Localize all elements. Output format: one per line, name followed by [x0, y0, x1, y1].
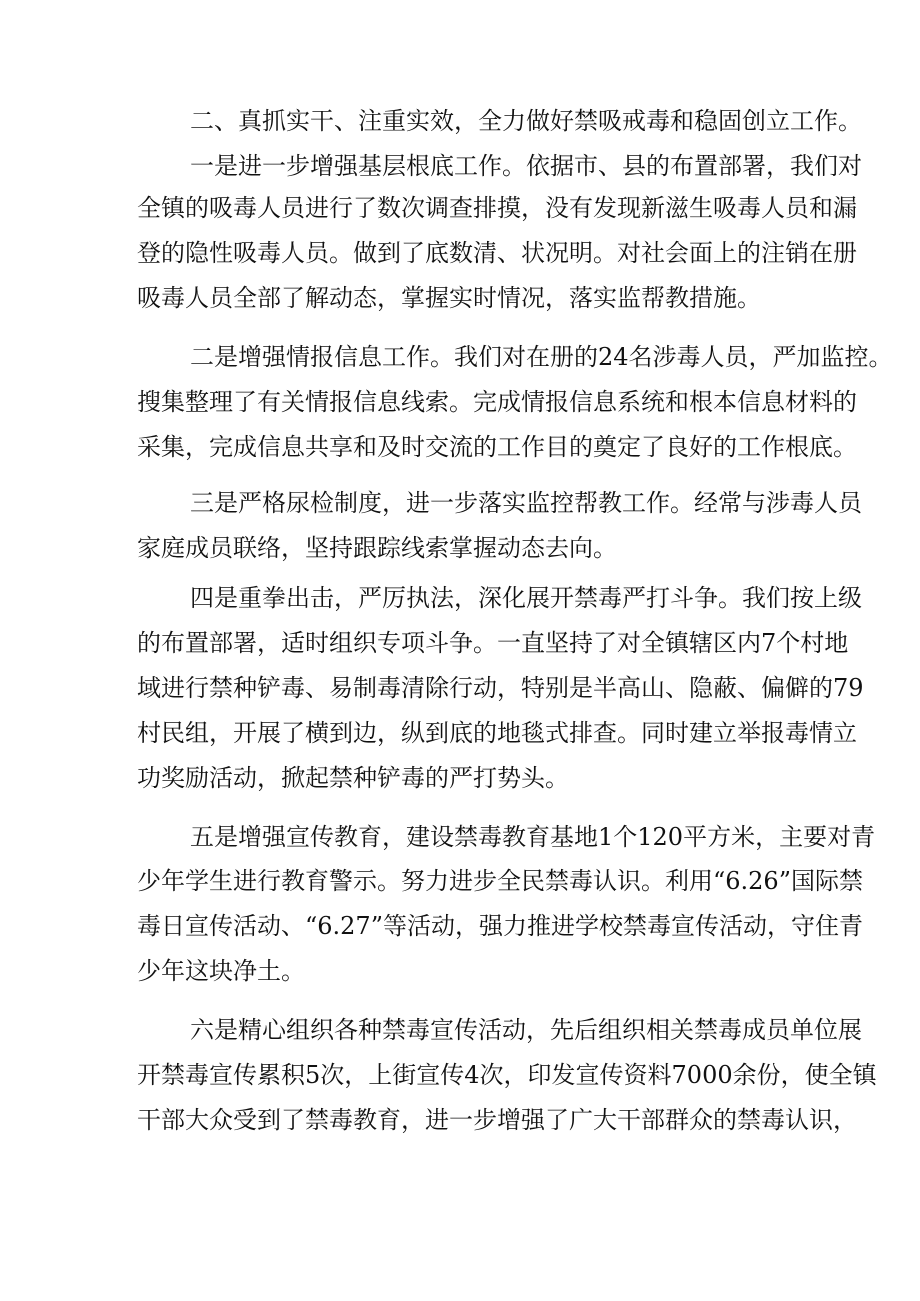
- paragraph-5-line-4: 少年这块净土。: [137, 957, 305, 985]
- paragraph-4-line-2: 的布置部署，适时组织专项斗争。一直坚持了对全镇辖区内7个村地: [137, 629, 849, 657]
- paragraph-1-line-1: 一是进一步增强基层根底工作。依据市、县的布置部署，我们对: [190, 152, 862, 180]
- paragraph-2-line-1: 二是增强情报信息工作。我们对在册的24名涉毒人员，严加监控。: [190, 343, 893, 371]
- section-heading: 二、真抓实干、注重实效，全力做好禁吸戒毒和稳固创立工作。: [190, 107, 862, 135]
- paragraph-4-line-5: 功奖励活动，掀起禁种铲毒的严打势头。: [137, 764, 569, 792]
- paragraph-4-line-4: 村民组，开展了横到边，纵到底的地毯式排查。同时建立举报毒情立: [137, 719, 857, 747]
- paragraph-4-line-3: 域进行禁种铲毒、易制毒清除行动，特别是半高山、隐蔽、偏僻的79: [137, 674, 864, 702]
- paragraph-6-line-3: 干部大众受到了禁毒教育，进一步增强了广大干部群众的禁毒认识，: [137, 1106, 857, 1134]
- paragraph-1-line-4: 吸毒人员全部了解动态，掌握实时情况，落实监帮教措施。: [137, 284, 761, 312]
- paragraph-3-line-2: 家庭成员联络，坚持跟踪线索掌握动态去向。: [137, 534, 617, 562]
- paragraph-2-line-2: 搜集整理了有关情报信息线索。完成情报信息系统和根本信息材料的: [137, 388, 857, 416]
- paragraph-1-line-2: 全镇的吸毒人员进行了数次调查排摸，没有发现新滋生吸毒人员和漏: [137, 194, 857, 222]
- paragraph-2-line-3: 采集，完成信息共享和及时交流的工作目的奠定了良好的工作根底。: [137, 433, 857, 461]
- paragraph-6-line-2: 开禁毒宣传累积5次，上街宣传4次，印发宣传资料7000余份，使全镇: [137, 1061, 877, 1089]
- paragraph-4-line-1: 四是重拳出击，严厉执法，深化展开禁毒严打斗争。我们按上级: [190, 584, 862, 612]
- paragraph-6-line-1: 六是精心组织各种禁毒宣传活动，先后组织相关禁毒成员单位展: [190, 1016, 862, 1044]
- paragraph-5-line-1: 五是增强宣传教育，建设禁毒教育基地1个120平方米，主要对青: [190, 823, 876, 851]
- paragraph-5-line-2: 少年学生进行教育警示。努力进步全民禁毒认识。利用“6.26”国际禁: [137, 867, 863, 895]
- paragraph-1-line-3: 登的隐性吸毒人员。做到了底数清、状况明。对社会面上的注销在册: [137, 239, 857, 267]
- paragraph-3-line-1: 三是严格尿检制度，进一步落实监控帮教工作。经常与涉毒人员: [190, 489, 862, 517]
- paragraph-5-line-3: 毒日宣传活动、“6.27”等活动，强力推进学校禁毒宣传活动，守住青: [137, 912, 863, 940]
